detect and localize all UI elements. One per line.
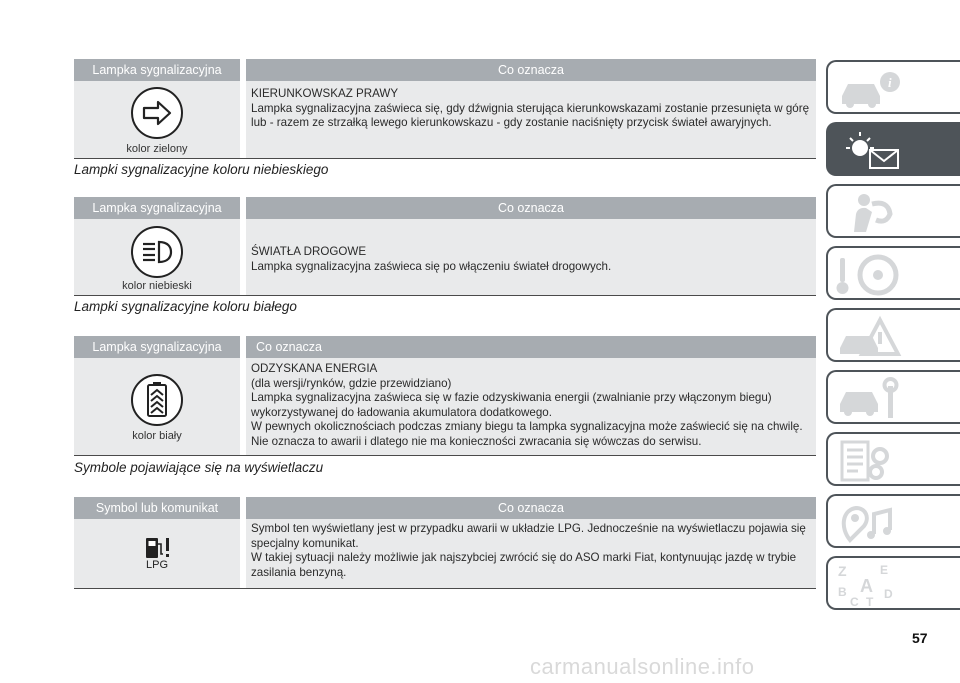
arrow-right-icon	[131, 87, 183, 139]
icon-caption: kolor biały	[132, 430, 182, 442]
meaning-text: ODZYSKANA ENERGIA (dla wersji/rynków, gdzie przewidziano) Lampka sygnalizacyjna zaświeca się w fazie odzyskiwania energii (zwalnianie przy włączonym biegu) wykorzystywanej do ładowania akumulatora dodatkowego. W pewnych okolicznościach podczas zmiany biegu ta lampka sygnalizacyjna może zaświecić się na chwilę. Nie oznacza to awarii i dlatego nie ma konieczności zwracania się wówczas do serwisu.	[251, 362, 810, 450]
table-green-lights	[74, 59, 816, 159]
svg-text:T: T	[866, 595, 874, 608]
col-header-meaning: Co oznacza	[497, 201, 564, 215]
table-header	[74, 497, 816, 519]
icon-caption: kolor niebieski	[122, 280, 192, 292]
light-title: ŚWIATŁA DROGOWE	[251, 245, 367, 258]
alphabetical-index-icon	[836, 562, 906, 608]
table-row	[74, 358, 816, 456]
table-row	[74, 81, 816, 159]
multimedia-icon	[836, 500, 906, 546]
tab-emergency[interactable]	[826, 308, 960, 362]
icon-caption: kolor zielony	[126, 143, 188, 155]
watermark: carmanualsonline.info	[530, 654, 755, 679]
svg-text:C: C	[850, 595, 859, 608]
section-title: Lampki sygnalizacyjne koloru niebieskiego	[74, 162, 329, 177]
technical-data-gears-icon	[836, 438, 906, 484]
col-header-light: Lampka sygnalizacyjna	[92, 63, 222, 77]
col-header-light: Lampka sygnalizacyjna	[92, 201, 222, 215]
safety-airbag-icon	[836, 190, 906, 236]
table-row	[74, 519, 816, 589]
high-beam-icon	[131, 226, 183, 278]
svg-text:D: D	[884, 587, 893, 601]
table-header	[74, 336, 816, 358]
lpg-label: LPG	[145, 559, 168, 571]
warning-light-message-icon	[836, 128, 906, 174]
light-title: ODZYSKANA ENERGIA	[251, 362, 378, 375]
page-number: 57	[912, 630, 928, 646]
tab-technical-data[interactable]	[826, 432, 960, 486]
meaning-text: Symbol ten wyświetlany jest w przypadku awarii w układzie LPG. Jednocześnie na wyświetlaczu pojawia się specjalny komunikat. W takiej sytuacji należy możliwie jak najszybciej zwrócić się do ASO marki Fiat, kontynuując jazdę w trybie zasilania benzyną.	[251, 522, 806, 579]
tab-maintenance[interactable]	[826, 370, 960, 424]
svg-text:E: E	[880, 563, 889, 577]
table-blue-lights	[74, 197, 816, 296]
lpg-fuel-warning-icon	[142, 535, 172, 577]
tab-warning-lights[interactable]	[826, 122, 960, 176]
col-header-meaning: Co oznacza	[497, 63, 564, 77]
tab-car-info[interactable]	[826, 60, 960, 114]
svg-text:A: A	[860, 576, 873, 596]
tab-safety[interactable]	[826, 184, 960, 238]
col-header-light: Lampka sygnalizacyjna	[92, 340, 222, 354]
meaning-text: KIERUNKOWSKAZ PRAWY Lampka sygnalizacyjna zaświeca się, gdy dźwignia sterująca kierunkowskazami zostanie przesunięta w górę lub - razem ze strzałką lewego kierunkowskazu - gdy zostanie naciśnięty przycisk świateł awaryjnych.	[251, 87, 810, 130]
section-title: Symbole pojawiające się na wyświetlaczu	[74, 460, 324, 475]
table-header	[74, 197, 816, 219]
light-title: KIERUNKOWSKAZ PRAWY	[251, 87, 399, 100]
table-header	[74, 59, 816, 81]
svg-text:Z: Z	[838, 563, 847, 579]
section-title: Lampki sygnalizacyjne koloru białego	[74, 299, 297, 314]
tab-index[interactable]	[826, 556, 960, 610]
tab-multimedia[interactable]	[826, 494, 960, 548]
table-row	[74, 219, 816, 296]
meaning-text: ŚWIATŁA DROGOWE Lampka sygnalizacyjna zaświeca się po włączeniu świateł drogowych.	[251, 245, 810, 274]
svg-text:B: B	[838, 585, 847, 599]
col-header-meaning: Co oznacza	[256, 340, 323, 354]
tab-starting-driving[interactable]	[826, 246, 960, 300]
energy-recovery-icon	[131, 374, 183, 426]
car-maintenance-wrench-icon	[836, 376, 906, 422]
key-steering-wheel-icon	[836, 252, 906, 298]
car-info-icon	[836, 66, 906, 112]
svg-text:i: i	[888, 75, 892, 90]
col-header-meaning: Co oznacza	[497, 501, 564, 515]
emergency-warning-triangle-icon	[836, 314, 906, 360]
table-white-lights	[74, 336, 816, 456]
table-display-symbols	[74, 497, 816, 589]
col-header-symbol: Symbol lub komunikat	[95, 501, 219, 515]
